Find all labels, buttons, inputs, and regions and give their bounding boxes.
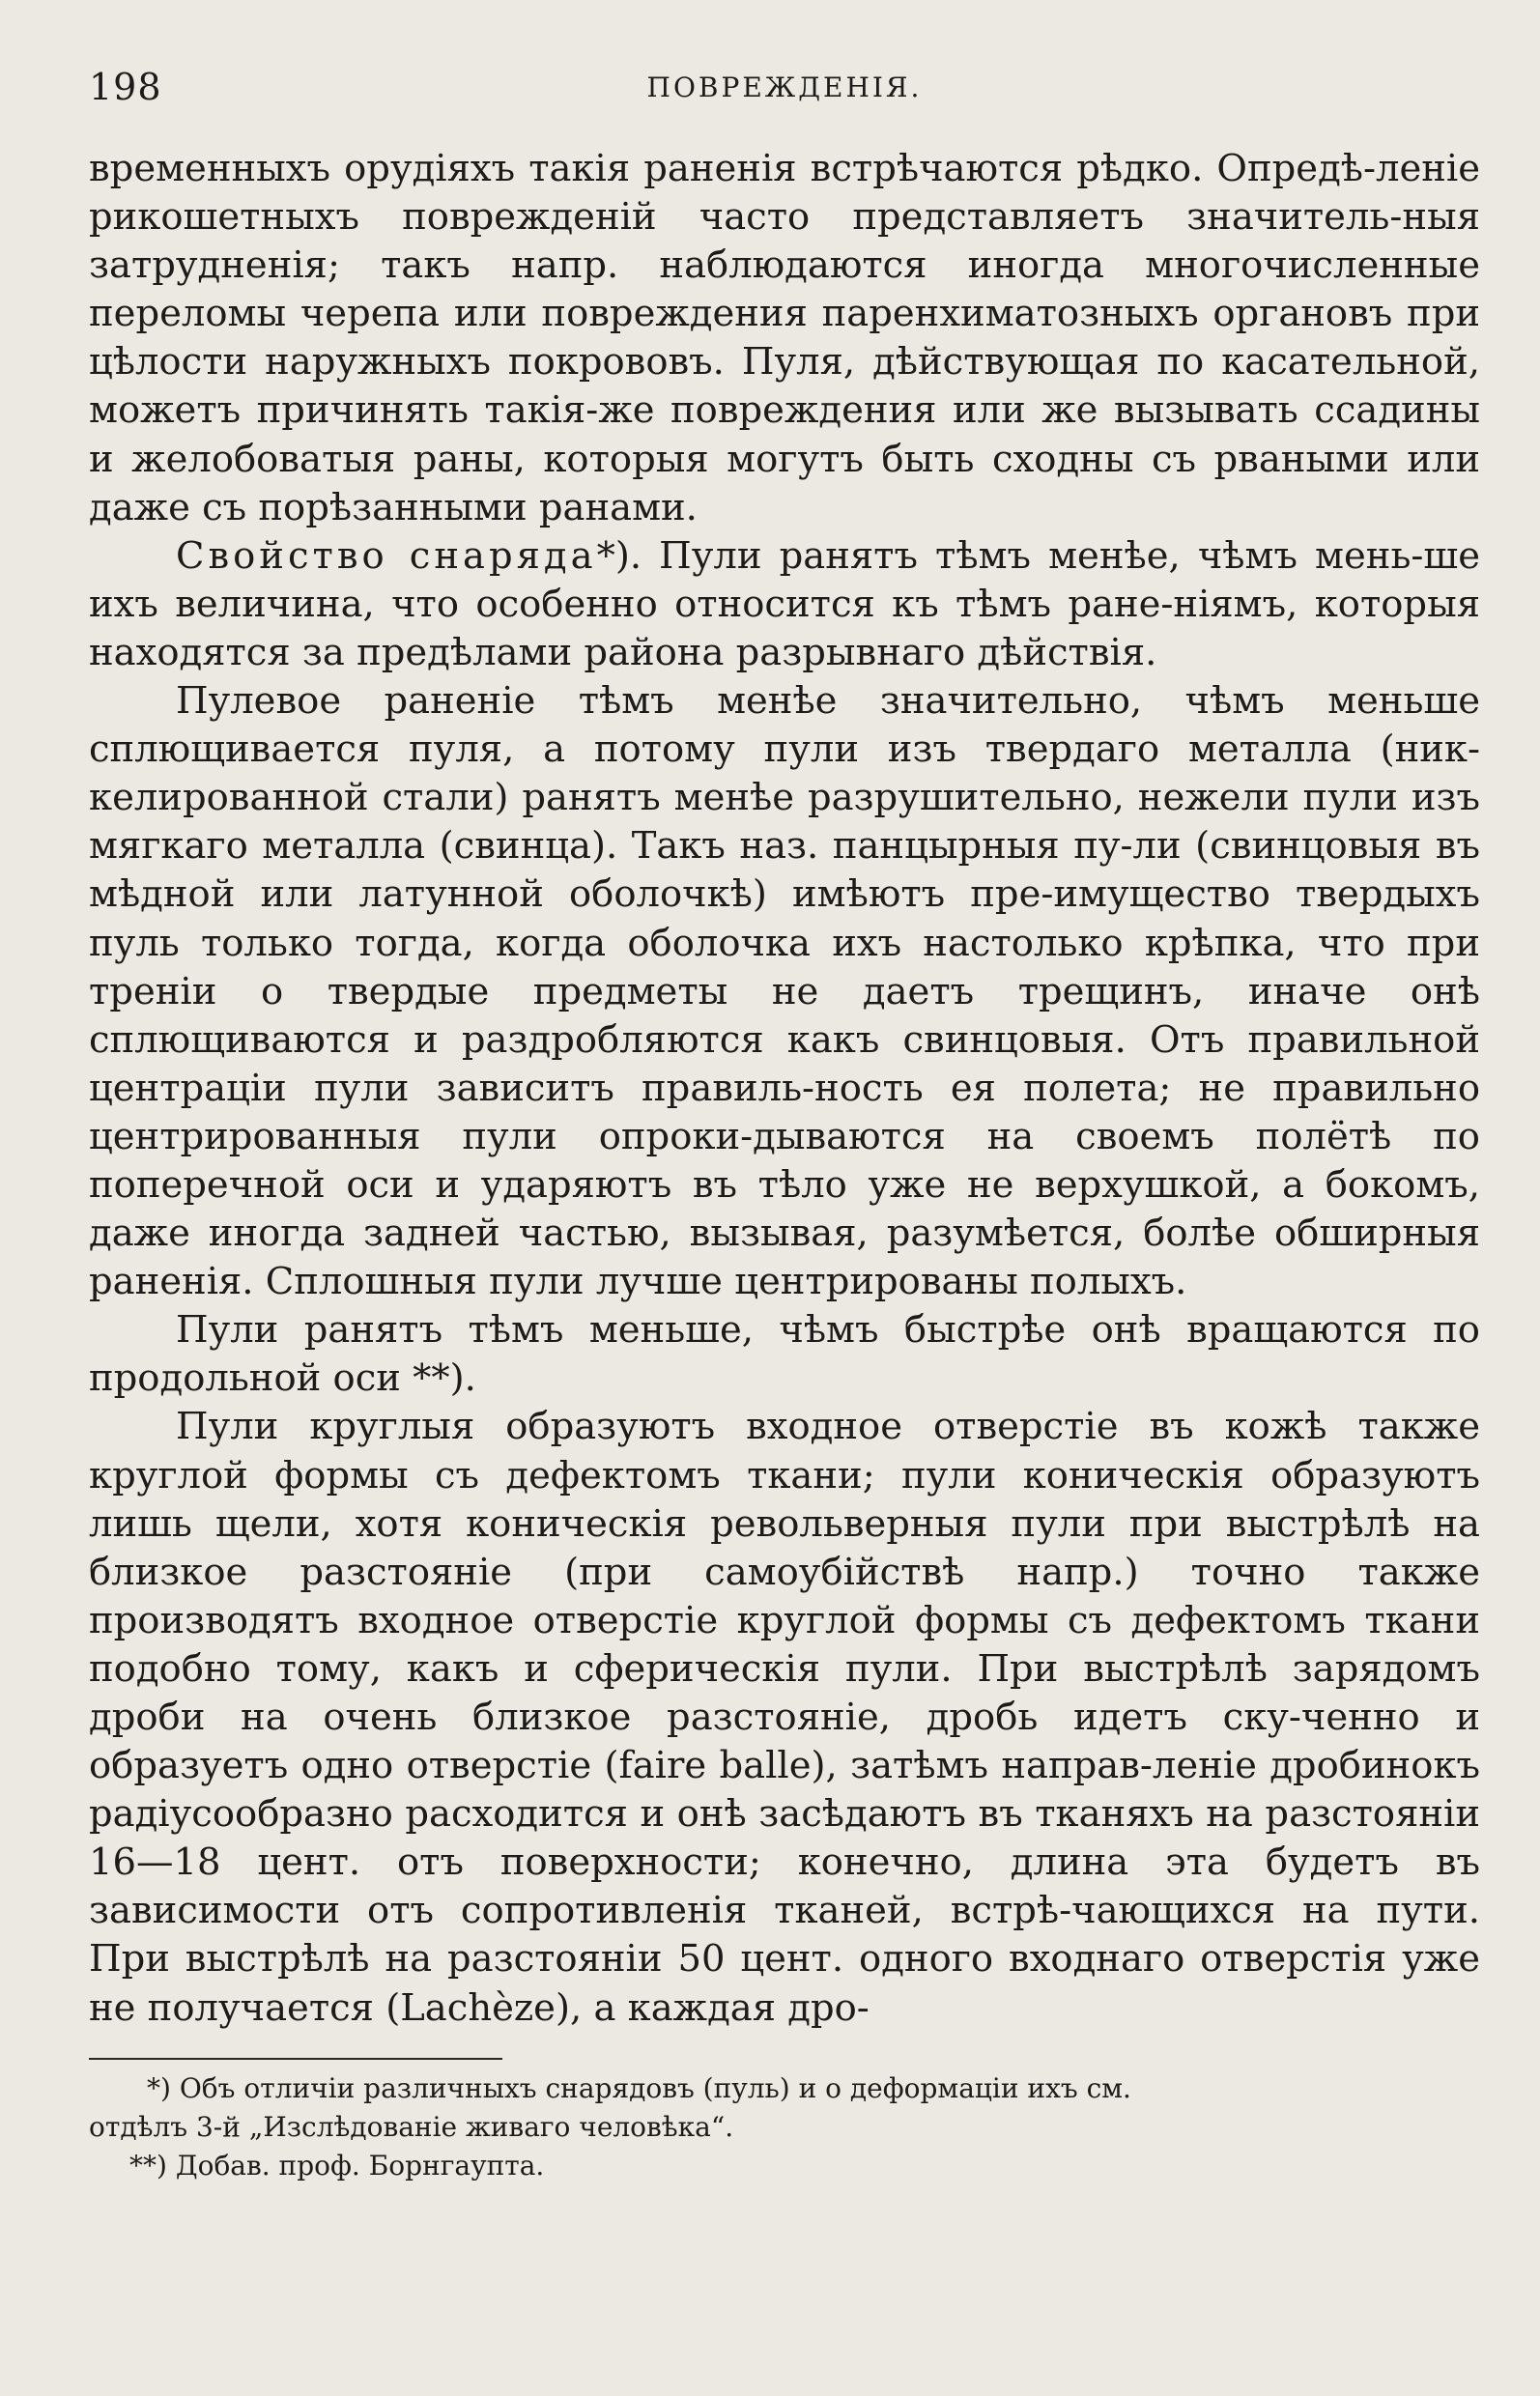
paragraph-1: временныхъ орудіяхъ такія раненія встрѣчаются рѣдко. Опредѣ-ленiе рикошетныхъ поврежденій часто представляетъ значитель-ныя затрудненія; такъ напр. наблюдаются иногда многочисленные переломы черепа или повреждения паренхиматозныхъ органовъ при цѣлости наружныхъ покрововъ. Пуля, дѣйствующая по касательной, можетъ причинять такія-же повреждения или же вызывать ссадины и желобоватыя раны, которыя могутъ быть сходны съ рваными или даже съ порѣзанными ранами.: [89, 147, 1480, 529]
body-text: [89, 145, 1480, 2033]
section-lead: Свойство снаряда: [176, 533, 597, 578]
paragraph-3: Пулевое раненіе тѣмъ менѣе значительно, чѣмъ меньше сплющивается пуля, а потому пули изъ твердаго металла (ник-келированной стали) ранятъ менѣе разрушительно, нежели пули изъ мягкаго металла (свинца). Такъ наз. панцырныя пу-ли (свинцовыя въ мѣдной или латунной оболочкѣ) имѣютъ пре-имущество твердыхъ пуль только тогда, когда оболочка ихъ настолько крѣпка, что при треніи о твердые предметы не даетъ трещинъ, иначе онѣ сплющиваются и раздробляются какъ свинцовыя. Отъ правильной центраціи пули зависитъ правиль-ность ея полета; не правильно центрированныя пули опроки-дываются на своемъ полётѣ по поперечной оси и ударяютъ въ тѣло уже не верхушкой, а бокомъ, даже иногда задней частью, вызывая, разумѣется, болѣе обширныя раненія. Сплошныя пули лучше центрированы полыхъ.: [89, 679, 1480, 1304]
page-number: 198: [89, 66, 162, 108]
paragraph-2-text: . Пули ранятъ тѣмъ менѣе, чѣмъ мень-ше ихъ величина, что особенно относится къ тѣмъ ране-ніямъ, которыя находятся за предѣлами района разрывнаго дѣйствія.: [89, 533, 1480, 674]
footnote-divider: [89, 2058, 502, 2060]
paragraph-4: Пули ранятъ тѣмъ меньше, чѣмъ быстрѣе онѣ вращаются по продольной оси **).: [89, 1308, 1480, 1401]
paragraph-2: [89, 532, 1480, 677]
paragraph-5: Пули круглыя образуютъ входное отверстіе въ кожѣ также круглой формы съ дефектомъ ткани; пули коническія образуютъ лишь щели, хотя коническія револьверныя пули при выстрѣлѣ на близкое разстояніе (при самоубійствѣ напр.) точно также производятъ входное отверстіе круглой формы съ дефектомъ ткани подобно тому, какъ и сферическія пули. При выстрѣлѣ зарядомъ дроби на очень близкое разстояніе, дробь идетъ ску-ченно и образуетъ одно отверстіе (faire balle), затѣмъ направ-леніе дробинокъ радіусообразно расходится и онѣ засѣдаютъ въ тканяхъ на разстояніи 16—18 цент. отъ поверхности; конечно, длина эта будетъ въ зависимости отъ сопротивленія тканей, встрѣ-чающихся на пути. При выстрѣлѣ на разстояніи 50 цент. одного входнаго отверстія уже не получается (Lachèze), а каждая дро-: [89, 1405, 1480, 2030]
footnotes: [89, 2069, 1480, 2185]
footnote-1-line-1: *) Объ отличіи различныхъ снарядовъ (пуль) и о деформаціи ихъ см.: [147, 2071, 1131, 2104]
page-header: [89, 66, 1480, 114]
running-head: ПОВРЕЖДЕНІЯ.: [646, 71, 923, 103]
footnote-ref-1: *): [596, 533, 630, 578]
footnote-1-line-2: отдѣлъ 3-й „Изслѣдованіе живаго человѣка“.: [89, 2110, 734, 2143]
footnote-2: **) Добав. проф. Борнгаупта.: [129, 2149, 545, 2182]
